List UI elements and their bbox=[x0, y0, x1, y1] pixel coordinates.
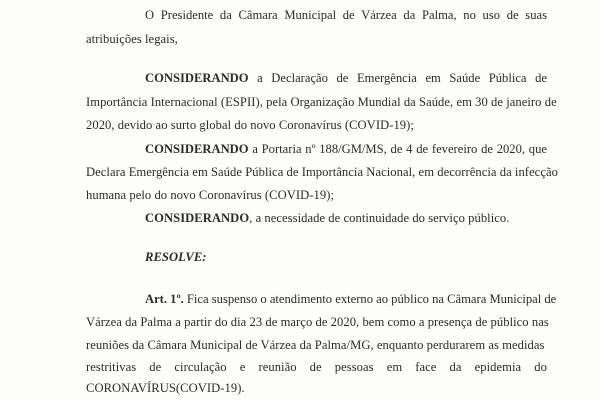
art1-line-2: Várzea da Palma a partir do dia 23 de março de 2020, bem como a presença de público nas bbox=[86, 315, 549, 329]
considerando-1-line-1: CONSIDERANDO a Declaração de Emergência em Saúde Pública de bbox=[145, 71, 547, 85]
resolve-heading: RESOLVE: bbox=[145, 250, 207, 264]
considerando-2-line-1: CONSIDERANDO a Portaria nº 188/GM/MS, de 4 de fevereiro de 2020, que bbox=[145, 142, 547, 156]
considerando-3-line-1: CONSIDERANDO, a necessidade de continuidade do serviço público. bbox=[145, 211, 510, 225]
article-keyword: Art. 1º. bbox=[145, 292, 184, 306]
art1-line-4: restritivas de circulação e reunião de pessoas em face da epidemia do bbox=[86, 360, 547, 374]
considerando-1-line-3: 2020, devido ao surto global do novo Coronavírus (COVID-19); bbox=[86, 118, 414, 132]
considerando-1-line-2: Importância Internacional (ESPII), pela Organização Mundial da Saúde, em 30 de janeiro de bbox=[86, 95, 557, 109]
considerando-keyword: CONSIDERANDO bbox=[145, 71, 249, 85]
considerando-keyword: CONSIDERANDO bbox=[145, 142, 249, 156]
art1-line-3: reuniões da Câmara Municipal de Várzea da Palma/MG, enquanto perdurarem as medidas bbox=[86, 338, 545, 352]
considerando-2-line-3: humana pelo do novo Coronavírus (COVID-19); bbox=[86, 188, 335, 202]
considerando-2-line-2: Declara Emergência em Saúde Pública de Importância Nacional, em decorrência da infecção bbox=[86, 165, 558, 179]
intro-line-1: O Presidente da Câmara Municipal de Várzea da Palma, no uso de suas bbox=[145, 8, 547, 22]
art1-line-5: CORONAVÍRUS(COVID-19). bbox=[86, 381, 245, 395]
considerando-keyword: CONSIDERANDO bbox=[145, 211, 250, 225]
intro-line-2: atribuições legais, bbox=[86, 32, 178, 46]
art1-line-1: Art. 1º. Fica suspenso o atendimento externo ao público na Câmara Municipal de bbox=[145, 292, 557, 306]
